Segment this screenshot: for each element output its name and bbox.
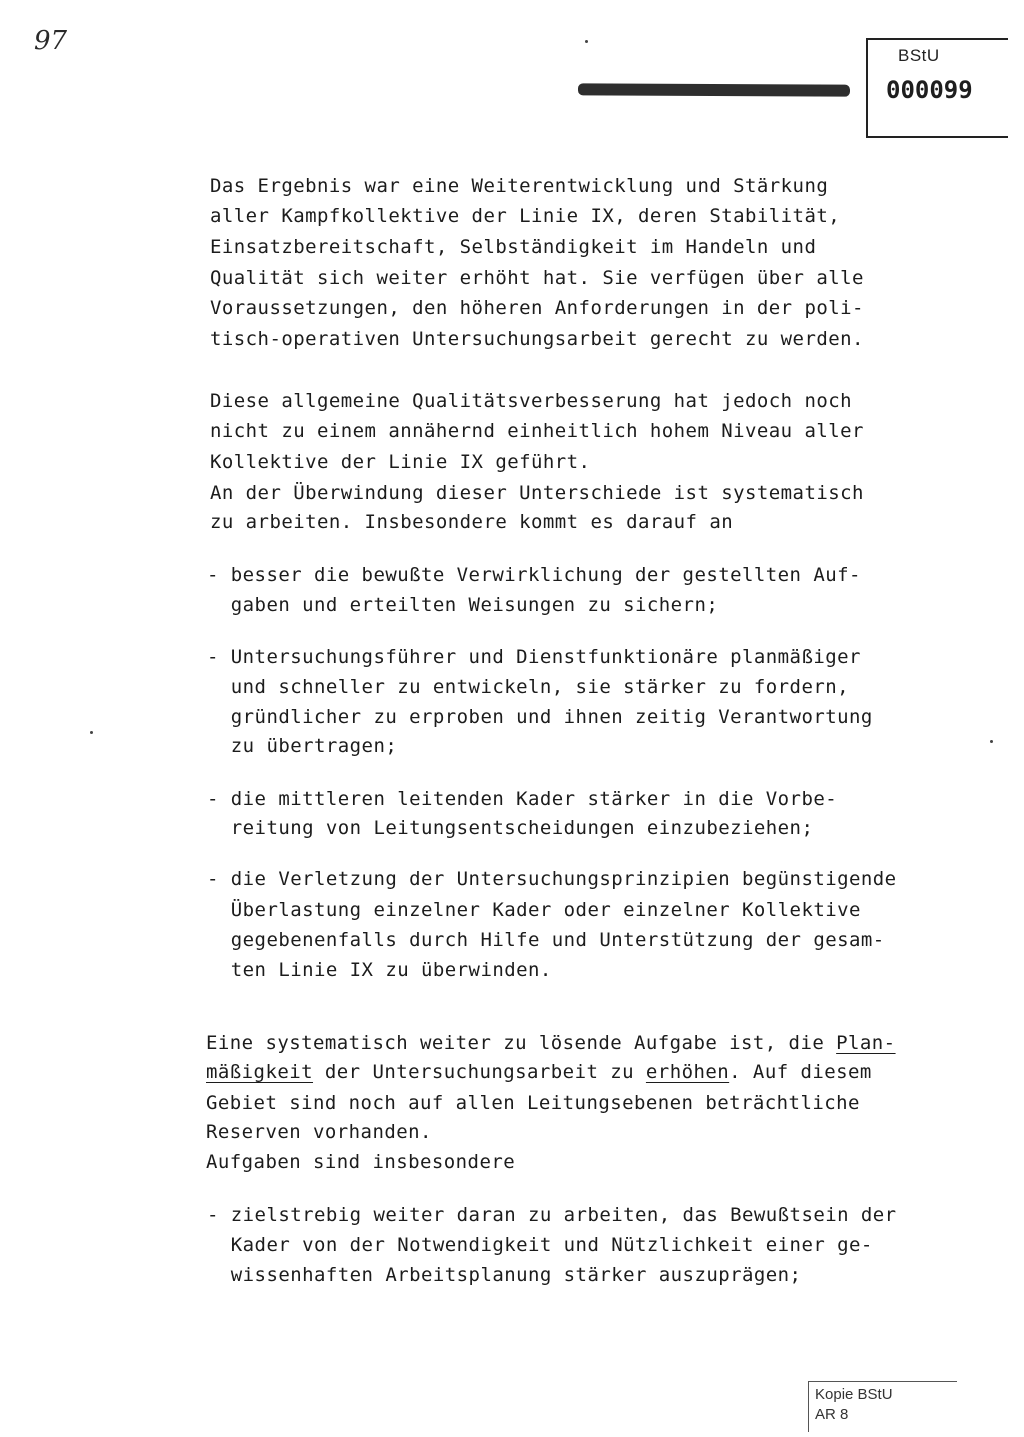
text-line: Einsatzbereitschaft, Selbständigkeit im Handeln und <box>210 236 817 258</box>
list-item-line: ten Linie IX zu überwinden. <box>207 959 552 981</box>
text-line: Das Ergebnis war eine Weiterentwicklung und Stärkung <box>210 175 829 197</box>
underlined-word: erhöhen <box>645 1061 730 1083</box>
list-item-line: und schneller zu entwickeln, sie stärker zu fordern, <box>207 676 850 698</box>
text-line: Qualität sich weiter erhöht hat. Sie verfügen über alle <box>210 267 864 289</box>
text-run: . Auf diesem <box>729 1061 872 1083</box>
list-item-line: Überlastung einzelner Kader oder einzelner Kollektive <box>207 899 861 921</box>
list-item-line: reitung von Leitungsentscheidungen einzubeziehen; <box>207 817 814 839</box>
list-item-line: gründlicher zu erproben und ihnen zeitig Verantwortung <box>207 706 873 728</box>
list-item-line: Kader von der Notwendigkeit und Nützlichkeit einer ge- <box>207 1234 873 1256</box>
handwritten-folio-number: 97 <box>34 26 68 56</box>
scan-speck <box>90 731 93 734</box>
text-line: zu arbeiten. Insbesondere kommt es darauf an <box>210 511 734 533</box>
copy-stamp-line1: Kopie BStU <box>815 1386 893 1403</box>
text-line: aller Kampfkollektive der Linie IX, deren Stabilität, <box>210 205 841 227</box>
copy-stamp-line2: AR 8 <box>815 1406 849 1423</box>
text-line <box>206 1060 872 1084</box>
list-item-line: - die Verletzung der Untersuchungsprinzipien begünstigende <box>207 868 897 890</box>
text-run: der Untersuchungsarbeit zu <box>313 1061 646 1083</box>
text-line: An der Überwindung dieser Unterschiede ist systematisch <box>210 482 864 504</box>
text-line: Reserven vorhanden. <box>206 1121 432 1143</box>
list-item-line: zu übertragen; <box>207 735 398 757</box>
list-item-line: - zielstrebig weiter daran zu arbeiten, das Bewußtsein der <box>207 1204 897 1226</box>
text-line: Kollektive der Linie IX geführt. <box>210 451 591 473</box>
redaction-bar <box>578 83 850 96</box>
archive-stamp-institution: BStU <box>898 46 940 65</box>
scan-speck <box>585 40 588 43</box>
text-line: Aufgaben sind insbesondere <box>206 1151 516 1173</box>
underlined-word: mäßigkeit <box>206 1061 314 1083</box>
text-line: Voraussetzungen, den höheren Anforderungen in der poli- <box>210 297 864 319</box>
archive-stamp <box>866 38 1008 138</box>
list-item-line: gegebenenfalls durch Hilfe und Unterstützung der gesam- <box>207 929 885 951</box>
text-run: Eine systematisch weiter zu lösende Aufgabe ist, die <box>206 1032 837 1054</box>
underlined-word: Plan- <box>836 1032 896 1054</box>
text-line: tisch-operativen Untersuchungsarbeit gerecht zu werden. <box>210 328 864 350</box>
list-item-line: wissenhaften Arbeitsplanung stärker auszuprägen; <box>207 1264 802 1286</box>
list-item-line: - die mittleren leitenden Kader stärker in die Vorbe- <box>207 788 838 810</box>
archive-stamp-number: 000099 <box>886 76 973 104</box>
list-item-line: - Untersuchungsführer und Dienstfunktionäre planmäßiger <box>207 646 861 668</box>
copy-stamp <box>808 1381 957 1432</box>
text-line: Diese allgemeine Qualitätsverbesserung hat jedoch noch <box>210 390 853 412</box>
list-item-line: gaben und erteilten Weisungen zu sichern; <box>207 594 719 616</box>
text-line <box>206 1031 896 1055</box>
scan-speck <box>990 740 993 743</box>
text-line: Gebiet sind noch auf allen Leitungsebenen beträchtliche <box>206 1092 860 1114</box>
list-item-line: - besser die bewußte Verwirklichung der gestellten Auf- <box>207 564 861 586</box>
text-line: nicht zu einem annähernd einheitlich hohem Niveau aller <box>210 420 864 442</box>
